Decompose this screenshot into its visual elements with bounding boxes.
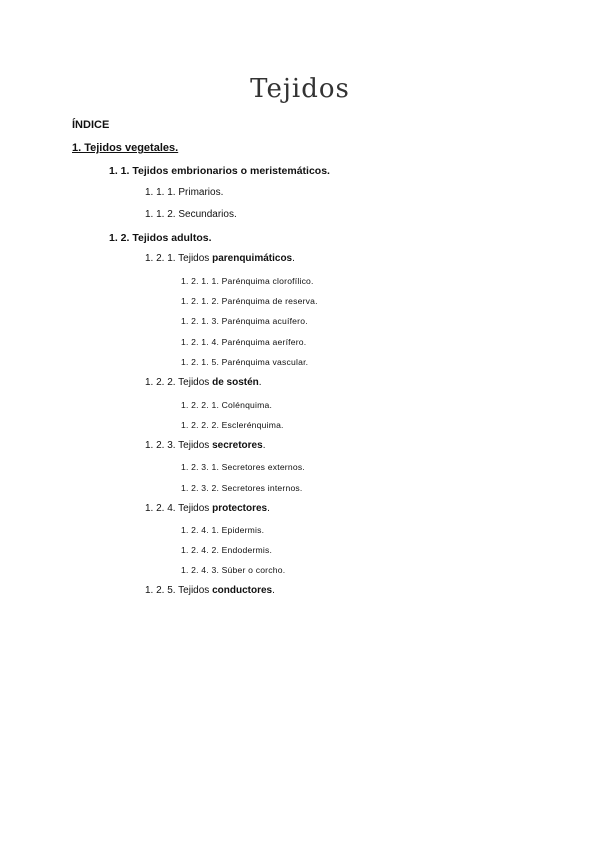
toc-item-1-2-4-suffix: . <box>267 503 270 514</box>
toc-item-1-2: 1. 2. Tejidos adultos. <box>109 232 212 244</box>
toc-item-1-2-4-2: 1. 2. 4. 2. Endodermis. <box>181 545 273 555</box>
toc-item-1-2-2-2: 1. 2. 2. 2. Esclerénquima. <box>181 420 284 430</box>
index-heading: ÍNDICE <box>72 119 110 131</box>
toc-item-1-2-2-suffix: . <box>258 377 262 388</box>
toc-item-1-2-1-3: 1. 2. 1. 3. Parénquima acuífero. <box>181 316 308 326</box>
toc-item-1-2-4-3: 1. 2. 4. 3. Súber o corcho. <box>181 565 286 575</box>
toc-item-1-2-3-1: 1. 2. 3. 1. Secretores externos. <box>181 462 305 472</box>
toc-item-1-1: 1. 1. Tejidos embrionarios o meristemáticos. <box>109 165 330 177</box>
toc-item-1-2-5-prefix: 1. 2. 5. Tejidos <box>145 585 213 596</box>
toc-item-1-2-2-prefix: 1. 2. 2. Tejidos <box>145 377 213 388</box>
toc-item-1-2-1-prefix: 1. 2. 1. Tejidos <box>145 253 213 264</box>
toc-item-1-2-1-4: 1. 2. 1. 4. Parénquima aerífero. <box>181 337 307 347</box>
toc-item-1-1-2: 1. 1. 2. Secundarios. <box>145 209 237 220</box>
toc-item-1-2-3 <box>145 441 265 451</box>
toc-item-1-2-3-2: 1. 2. 3. 2. Secretores internos. <box>181 483 303 493</box>
toc-item-1-2-3-bold: secretores <box>212 440 263 451</box>
toc-item-1-2-1-5: 1. 2. 1. 5. Parénquima vascular. <box>181 357 309 367</box>
toc-item-1-1-1: 1. 1. 1. Primarios. <box>145 187 224 198</box>
toc-item-1-2-4-bold: protectores <box>212 503 268 514</box>
toc-item-1-2-4-prefix: 1. 2. 4. Tejidos <box>145 503 213 514</box>
toc-item-1: 1. Tejidos vegetales. <box>72 142 179 154</box>
toc-item-1-2-1-suffix: . <box>292 253 295 264</box>
toc-item-1-2-5-bold: conductores <box>212 585 273 596</box>
toc-item-1-2-1 <box>145 254 295 264</box>
toc-item-1-2-1-bold: parenquimáticos <box>212 253 293 264</box>
page-title: Tejidos <box>250 74 350 104</box>
toc-item-1-2-5 <box>145 586 275 596</box>
toc-item-1-2-3-suffix: . <box>262 440 266 451</box>
toc-item-1-2-1-1: 1. 2. 1. 1. Parénquima clorofílico. <box>181 276 314 286</box>
toc-item-1-2-2 <box>145 378 262 388</box>
toc-item-1-2-1-2: 1. 2. 1. 2. Parénquima de reserva. <box>181 296 318 306</box>
toc-item-1-2-5-suffix: . <box>272 585 275 596</box>
toc-item-1-2-2-bold: de sostén <box>212 377 259 388</box>
toc-item-1-2-2-1: 1. 2. 2. 1. Colénquima. <box>181 400 273 410</box>
toc-item-1-2-3-prefix: 1. 2. 3. Tejidos <box>145 440 213 451</box>
toc-item-1-2-4 <box>145 504 270 514</box>
toc-item-1-2-4-1: 1. 2. 4. 1. Epidermis. <box>181 525 265 535</box>
